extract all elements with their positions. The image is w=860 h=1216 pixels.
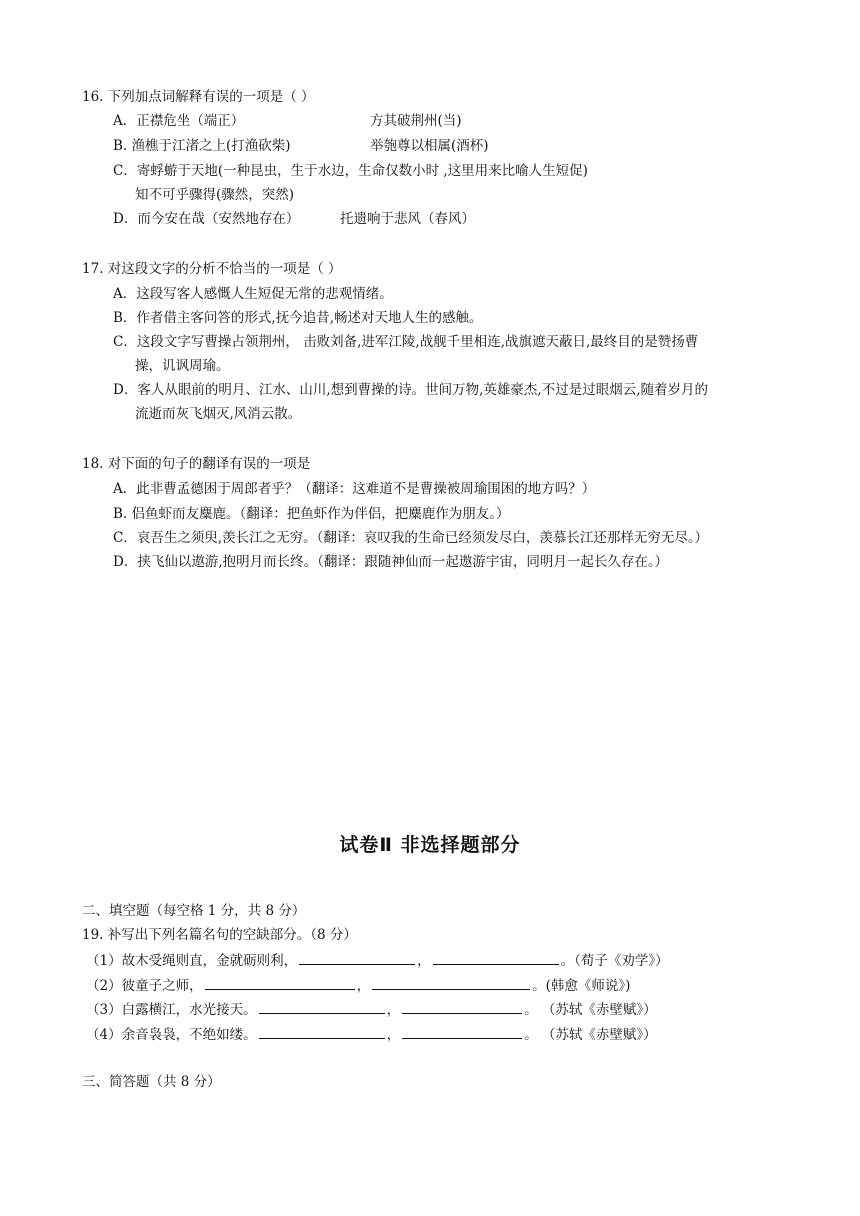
q19-item-3-blank-2[interactable] xyxy=(402,1000,522,1014)
q16-option-c-line2: 知不可乎骤得(骤然，突然) xyxy=(135,187,295,203)
q19-item-2-blank-1[interactable] xyxy=(205,976,355,990)
q19-item-1-pre: （1）故木受绳则直，金就砺则利， xyxy=(86,953,298,969)
q16-option-d-right: 托遗响于悲风（春风） xyxy=(340,211,475,227)
q17-option-d-line2: 流逝而灰飞烟灭,风消云散。 xyxy=(135,406,302,422)
q19-item-1-post: 。（荀子《劝学》） xyxy=(560,953,669,969)
q19-item-3-blank-1[interactable] xyxy=(259,1000,385,1014)
q18-option-c: C．哀吾生之须臾,羡长江之无穷。（翻译：哀叹我的生命已经须发尽白，羡慕长江还那样无穷无尽。） xyxy=(113,530,709,546)
q16-option-d-left: D．而今安在哉（安然地存在） xyxy=(113,211,300,227)
q19-item-4 xyxy=(86,1025,657,1044)
q19-item-3-post: 。 （苏轼《赤壁赋》） xyxy=(524,1002,657,1018)
q17-option-c-line1: C．这段文字写曹操占领荆州， 击败刘备,进军江陵,战舰千里相连,战旗遮天蔽日,最终目的是赞扬曹 xyxy=(113,334,699,350)
q19-item-1 xyxy=(86,951,669,970)
q16-option-c-line1: C．寄蜉蝣于天地(一种昆虫，生于水边，生命仅数小时 ,这里用来比喻人生短促) xyxy=(113,163,588,179)
q16-option-b-right: 举匏尊以相属(酒杯) xyxy=(370,138,489,154)
q19-item-2 xyxy=(86,976,630,995)
q19-item-2-mid: ， xyxy=(356,978,371,994)
q19-stem: 19. 补写出下列名篇名句的空缺部分。（8 分） xyxy=(82,927,357,943)
q19-item-4-pre: （4）余音袅袅，不绝如缕。 xyxy=(86,1027,257,1043)
q19-item-4-blank-1[interactable] xyxy=(259,1025,385,1039)
q19-item-1-blank-1[interactable] xyxy=(299,951,415,965)
section2-heading: 二、填空题（每空格 1 分，共 8 分） xyxy=(82,903,306,919)
q18-stem: 18. 对下面的句子的翻译有误的一项是 xyxy=(82,456,311,472)
q18-option-d: D．挟飞仙以遨游,抱明月而长终。（翻译：跟随神仙而一起遨游宇宙，同明月一起长久存在。） xyxy=(113,554,669,570)
q19-item-3-pre: （3）白露横江，水光接天。 xyxy=(86,1002,257,1018)
q17-option-b: B．作者借主客问答的形式,抚今追昔,畅述对天地人生的感触。 xyxy=(113,310,483,326)
q16-option-b-left: B. 渔樵于江渚之上(打渔砍柴) xyxy=(113,138,291,154)
q17-option-d-line1: D．客人从眼前的明月、江水、山川,想到曹操的诗。世间万物,英雄豪杰,不过是过眼烟云,随着岁月的 xyxy=(113,382,708,398)
q19-item-2-pre: （2）彼童子之师， xyxy=(86,978,203,994)
q19-item-1-blank-2[interactable] xyxy=(433,951,559,965)
q19-item-3 xyxy=(86,1000,657,1019)
q19-item-1-mid: ， xyxy=(417,953,431,969)
q19-item-2-post: 。(韩愈《师说》) xyxy=(532,978,631,994)
q17-stem: 17. 对这段文字的分析不恰当的一项是（ ） xyxy=(82,261,342,277)
section3-heading: 三、简答题（共 8 分） xyxy=(82,1074,221,1090)
q16-option-a-right: 方其破荆州(当) xyxy=(370,113,462,129)
q17-option-a: A．这段写客人感慨人生短促无常的悲观情绪。 xyxy=(113,286,393,302)
q18-option-a: A．此非曹孟德困于周郎者乎？（翻译：这难道不是曹操被周瑜围困的地方吗？） xyxy=(113,481,596,497)
q19-item-4-mid: ， xyxy=(386,1027,401,1043)
q18-option-b: B. 侣鱼虾而友麋鹿。（翻译：把鱼虾作为伴侣，把麋鹿作为朋友。） xyxy=(113,506,510,522)
q17-option-c-line2: 操，讥讽周瑜。 xyxy=(135,358,230,374)
q16-stem: 16. 下列加点词解释有误的一项是（ ） xyxy=(82,89,315,105)
q19-item-4-post: 。 （苏轼《赤壁赋》） xyxy=(524,1027,657,1043)
part2-title: 试卷Ⅱ 非选择题部分 xyxy=(339,834,521,856)
q19-item-3-mid: ， xyxy=(386,1002,401,1018)
q19-item-4-blank-2[interactable] xyxy=(402,1025,522,1039)
q16-option-a-left: A．正襟危坐（端正） xyxy=(113,113,245,129)
q19-item-2-blank-2[interactable] xyxy=(372,976,530,990)
